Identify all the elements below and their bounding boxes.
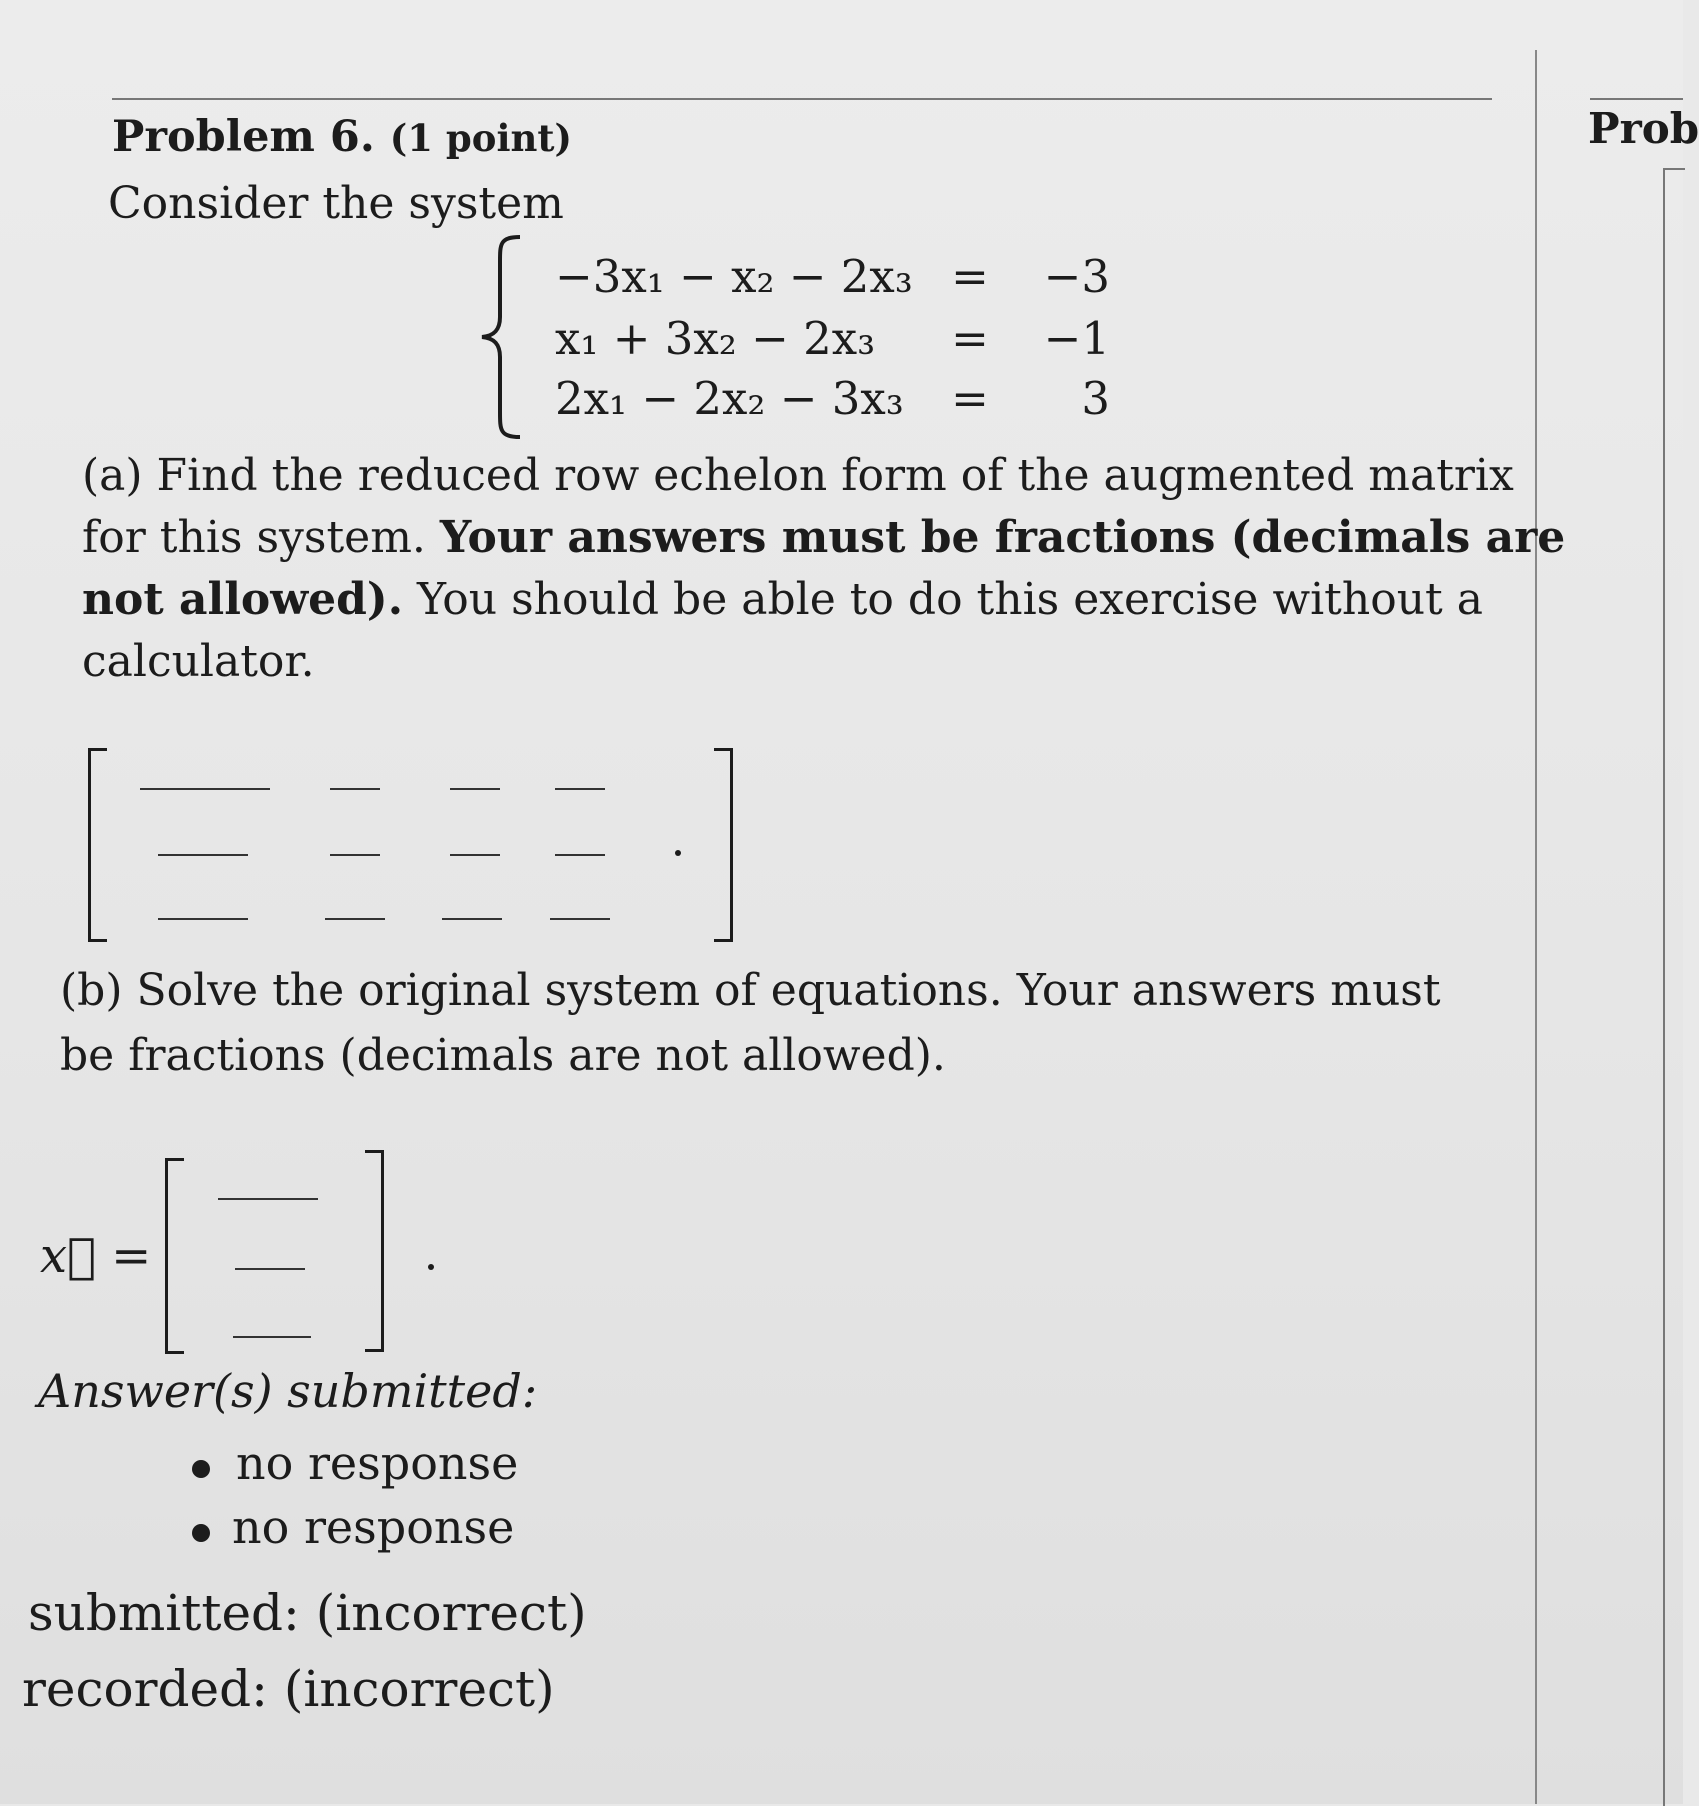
x3-input[interactable] bbox=[233, 1336, 311, 1338]
solution-vector bbox=[40, 1150, 460, 1360]
equation-2-lhs: x₁ + 3x₂ − 2x₃ bbox=[555, 312, 876, 365]
rref-r1c3-input[interactable] bbox=[450, 788, 500, 790]
rref-r2c4-input[interactable] bbox=[555, 854, 605, 856]
recorded-status: recorded: (incorrect) bbox=[22, 1660, 555, 1718]
part-a-bold-2: not allowed). bbox=[82, 574, 404, 625]
answer-item-1: no response bbox=[236, 1436, 519, 1490]
rref-r3c4-input[interactable] bbox=[550, 918, 610, 920]
x1-input[interactable] bbox=[218, 1198, 318, 1200]
right-panel-box bbox=[1663, 168, 1685, 1806]
rref-r2c1-input[interactable] bbox=[158, 854, 248, 856]
equation-1-equals: = bbox=[951, 250, 989, 303]
problem-intro: Consider the system bbox=[108, 178, 564, 229]
matrix-left-bracket bbox=[88, 748, 107, 942]
problem-number: Problem 6. bbox=[112, 112, 375, 162]
equation-3-equals: = bbox=[951, 372, 989, 425]
rref-r3c2-input[interactable] bbox=[325, 918, 385, 920]
matrix-right-bracket bbox=[714, 748, 733, 942]
x2-input[interactable] bbox=[235, 1268, 305, 1270]
rref-r1c4-input[interactable] bbox=[555, 788, 605, 790]
rref-r1c2-input[interactable] bbox=[330, 788, 380, 790]
part-a-line-1: (a) Find the reduced row echelon form of the augmented matrix bbox=[82, 450, 1514, 501]
rref-r2c2-input[interactable] bbox=[330, 854, 380, 856]
vector-period bbox=[428, 1264, 434, 1270]
vector-left-bracket bbox=[165, 1158, 184, 1354]
submitted-status: submitted: (incorrect) bbox=[28, 1584, 587, 1642]
rref-matrix bbox=[80, 748, 680, 938]
equation-3-rhs: 3 bbox=[1081, 372, 1110, 425]
bullet-icon bbox=[192, 1524, 210, 1542]
matrix-period bbox=[675, 850, 681, 856]
panel-divider bbox=[1535, 50, 1537, 1804]
vector-right-bracket bbox=[365, 1150, 384, 1352]
part-b-line-2: be fractions (decimals are not allowed). bbox=[60, 1030, 946, 1081]
equation-1-lhs: −3x₁ − x₂ − 2x₃ bbox=[555, 250, 913, 303]
part-a-line-4: calculator. bbox=[82, 636, 315, 687]
vector-label: x⃗ = bbox=[40, 1228, 152, 1284]
problem-title bbox=[112, 112, 572, 162]
problem-points: (1 point) bbox=[389, 116, 573, 160]
bullet-icon bbox=[192, 1460, 210, 1478]
answer-item-2: no response bbox=[232, 1500, 515, 1554]
rref-r3c1-input[interactable] bbox=[158, 918, 248, 920]
part-a-line-2 bbox=[82, 512, 1565, 563]
right-panel-rule bbox=[1590, 98, 1683, 100]
part-a-bold-1: Your answers must be fractions (decimals are bbox=[439, 512, 1566, 563]
equation-3-lhs: 2x₁ − 2x₂ − 3x₃ bbox=[555, 372, 904, 425]
equation-2-rhs: −1 bbox=[1043, 312, 1110, 365]
right-panel-title: Prob bbox=[1588, 104, 1699, 153]
rref-r1c1-input[interactable] bbox=[140, 788, 270, 790]
top-rule bbox=[112, 98, 1492, 100]
part-a-text: for this system. bbox=[82, 512, 426, 563]
rref-r3c3-input[interactable] bbox=[442, 918, 502, 920]
equation-1-rhs: −3 bbox=[1043, 250, 1110, 303]
equation-2-equals: = bbox=[951, 312, 989, 365]
rref-r2c3-input[interactable] bbox=[450, 854, 500, 856]
part-a-line-3 bbox=[82, 574, 1483, 625]
answers-label: Answer(s) submitted: bbox=[38, 1364, 538, 1418]
part-b-line-1: (b) Solve the original system of equations. Your answers must bbox=[60, 965, 1441, 1016]
left-brace bbox=[470, 232, 530, 442]
part-a-text-2: You should be able to do this exercise without a bbox=[417, 574, 1483, 625]
